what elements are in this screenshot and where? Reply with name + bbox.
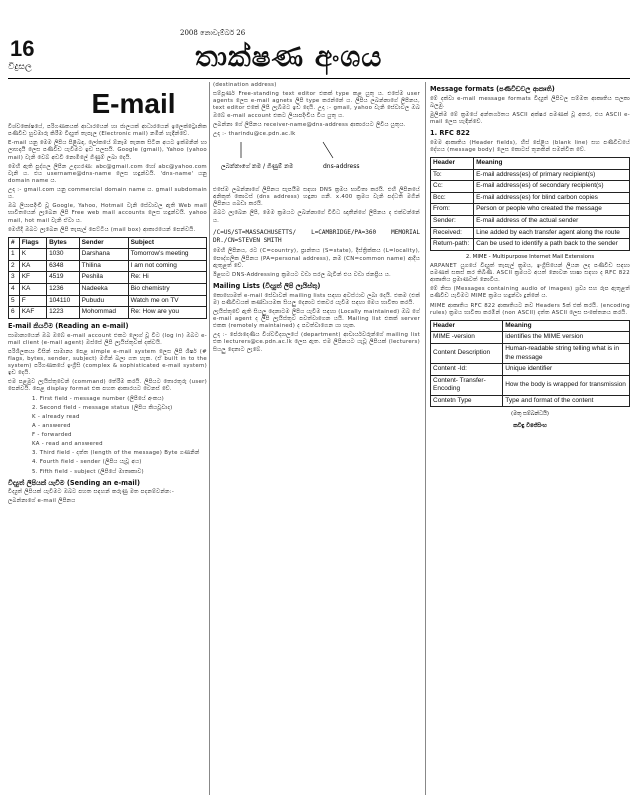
continued-note: (මතු සම්බන්ධයි) xyxy=(510,411,550,418)
table-cell: Watch me on TV xyxy=(128,295,206,307)
rfc-paragraphs xyxy=(430,140,630,154)
paragraph: සාමාන්‍යයෙන් ඔබ ඔබේ e-mail account එකට ලොග් වූ විට (log in) ඔබට e-mail client (e-mail agent) ඔස්සේ ලිපි ලැයිස්තුවක් දක්වයි. xyxy=(8,332,207,346)
field-list xyxy=(8,396,207,476)
header-table xyxy=(430,157,630,251)
paragraph: මෙහි ලිපිනය, රට (C=country), ප්‍රාන්තය (S=state), දිස්ත්‍රික්කය (L=locality), පෞද්ගලික ලිපිනය (PA=personal address), නම (CN=common name) ආදිය ඇතුළත් වේ. xyxy=(213,248,420,269)
table-body xyxy=(431,169,630,250)
table-cell: 4519 xyxy=(47,272,80,284)
table-header-row xyxy=(9,237,207,249)
paragraph: විශ්වකෝෂයේ, පරිගණකයක් ආධාරයෙන් හා ජාලයක් ආධාරයෙන් ඉලෙක්ට්‍රොනික පණිවිඩ හුවමාරු කිරීම විද්‍යුත් තැපෑල (Electronic mail) නමින් හැඳින්වේ. xyxy=(8,124,207,138)
paragraph: 4. Fourth field - sender (ලිපිය යැවූ අය) xyxy=(32,459,142,466)
table-row xyxy=(431,181,630,193)
table-cell: Pubudu xyxy=(79,295,128,307)
paragraph: (destination address) xyxy=(213,82,277,88)
paragraph: මෙහි ඇති පුද්ගල ලිපින උදාහරණ: abc@gmail.com හෝ abc@yahoo.com වැනි ය. එය username@dns-name ලෙස හඳුන්වයි. 'dns-name' යනු domain name ය. xyxy=(8,163,207,184)
paragraph: ලබන්නාගේ e-mail ලිපිනය xyxy=(8,498,76,505)
column-header: Bytes xyxy=(47,237,80,249)
column-header: Header xyxy=(431,320,503,332)
column-header: Subject xyxy=(128,237,206,249)
table-row xyxy=(9,295,207,307)
section-name: විදුසල xyxy=(8,62,32,72)
table-cell: Sender: xyxy=(431,216,474,228)
masthead: තාක්ෂණ අංශය xyxy=(195,40,383,73)
diagram-arrow-right xyxy=(323,142,333,158)
table-row xyxy=(431,239,630,251)
mime-table xyxy=(430,320,630,408)
table-cell: Bcc: xyxy=(431,192,474,204)
reading-heading: E-mail කියවීම (Reading an e-mail) xyxy=(8,321,129,330)
table-cell: Unique identifier xyxy=(503,364,630,376)
mime-intro: 2. MIME - Multipurpose Internet Mail Extensions xyxy=(465,253,595,260)
table-cell: Tomorrow's meeting xyxy=(128,249,206,261)
table-cell: Darshana xyxy=(79,249,128,261)
table-cell: Content Description xyxy=(431,343,503,363)
column-divider xyxy=(209,82,210,795)
table-body xyxy=(431,332,630,407)
table-cell: E-mail address(es) of secondary recipient(s) xyxy=(474,181,630,193)
paragraph: ඔබට ලැබෙන ලිපි, මෙම ක්‍රමයට ලබන්නාගේ විවිධ ඥාතීන්ගේ ලිපිනය ද එක්වන්නේ ය. xyxy=(213,210,420,224)
table-cell: How the body is wrapped for transmission xyxy=(503,375,630,395)
table-row xyxy=(431,216,630,228)
table-cell: Type and format of the content xyxy=(503,395,630,407)
table-cell: 3 xyxy=(9,272,20,284)
table-cell: Return-path: xyxy=(431,239,474,251)
page-header xyxy=(0,0,638,72)
table-cell: 6348 xyxy=(47,260,80,272)
table-header-row xyxy=(431,158,630,170)
issue-date: 2008 නොවැම්බර් 26 xyxy=(180,29,246,37)
paragraph: A - answered xyxy=(32,422,71,429)
table-cell: Peshila xyxy=(79,272,128,284)
mime-paragraphs xyxy=(430,263,630,317)
paragraph: KA - read and answered xyxy=(32,441,103,448)
paragraph: 1. First field - message number (ලිපියේ අංකය) xyxy=(32,395,165,402)
table-cell: Cc: xyxy=(431,181,474,193)
x400-address: /C=US/ST=MASSACHUSETTS/ L=CAMBRIDGE/PA=360 MEMORIAL DR./CN=STEVEN SMITH xyxy=(213,228,420,244)
table-row xyxy=(431,332,630,344)
column-1 xyxy=(8,82,207,795)
formats-paragraphs xyxy=(430,96,630,127)
paragraph: කොහොමත් e-mail සේවාවන් mailing lists සඳහා අවස්ථාව ලබා දෙයි. එකම (එක් ම) පණිවිඩයක් කණ්ඩායමක සියලු දෙනාට එකවර යැවීම සඳහා මෙය භාවිතා කරයි. xyxy=(213,292,420,306)
table-cell: Content- Transfer-Encoding xyxy=(431,375,503,395)
header-rule xyxy=(8,78,630,79)
column-divider xyxy=(425,82,426,795)
paragraph: මේ දක්වා e-mail message formats විද්‍යුත් ලිපිවල සම්මත ආකෘතිය සලකා බලමු. xyxy=(430,95,630,109)
column-header: Meaning xyxy=(503,320,630,332)
table-cell: To: xyxy=(431,169,474,181)
table-cell: Content -Id: xyxy=(431,364,503,376)
paragraph: ලැයිස්තුවේ ඇති සියලු දෙනාටම ලිපිය යැවීම සඳහා (Locally maintained) ඔබ ගේ e-mail agent ද ලිපි ලැයිස්තුව පවත්වාගෙන යයි. Mailing list එකක් server එකක (remotely maintained) ද පවත්වාගෙන යා හැක. xyxy=(213,308,420,330)
diagram-label-left: ලබන්නාගේ නම / ගිණුම් නම xyxy=(221,162,294,170)
table-row xyxy=(431,169,630,181)
paragraph: පරිශීලකයා විසින් සාමාන්‍ය පෙළ simple e-mail system ලෙස ලිපි ශීර්ෂ (# flags, bytes, sender, subject) මගින් බලා ගත හැක. (ඒ built in to the system) පරිගණකයේ ඉංග්‍රීසි (complex & sophisticated e-mail system) ඉඩ දෙයි. xyxy=(8,348,207,377)
paragraph: 3. Third field - දත්ත (length of the message) Byte ගණනින් xyxy=(32,450,200,457)
reading-paragraphs xyxy=(8,333,207,394)
paragraph: සම්පූර්ණ Free-standing text editor එකක් type කළ යුතු ය. එසේම user agents ලෙස e-mail agnets ලිපි type කරන්නේ ය. ලිපිය ලබන්නාගේ ලිපිනය, text editor එකේ ලිපි ලැබීමට ඉඩ දෙයි. උදා :- gmail, yahoo වැනි සේවාවල ඔබ ඔබේ e-mail account එකට ලියාපදිංචිය විය යුතු ය. xyxy=(213,91,420,119)
paragraph: ඔබ ලියාපදිංචි වූ Google, Yahoo, Hotmail වැනි සේවාවල ඇති Web mail භාවිතයෙන් ලැබෙන ලිපි Free web mail accounts ලෙස හඳුන්වයි. yahoo mail, hot mail වැනි ඒවා ය. xyxy=(8,203,207,224)
paragraph: උදා :- gmail.com යනු commercial domain name ය. gmail subdomain ය. xyxy=(8,187,207,201)
address-diagram xyxy=(213,140,420,184)
mailing-paragraphs xyxy=(213,293,420,354)
table-row xyxy=(9,307,207,319)
table-row xyxy=(431,204,630,216)
table-row xyxy=(431,192,630,204)
paragraph: උදා :- පේරාදෙණිය විශ්වවිද්‍යාලයේ (department) ආචාර්යවරුන්ගේ mailing list එක lecturers@ce.pdn.ac.lk ලෙස ඇත. එම ලිපිනයට යැවූ ලිපියක් (lecturers) සියලු දෙනාට ලැබේ. xyxy=(213,332,420,353)
column-header: Sender xyxy=(79,237,128,249)
table-cell: I am not coming xyxy=(128,260,206,272)
article-title: E-mail xyxy=(91,88,176,119)
column-header: # xyxy=(9,237,20,249)
table-cell: 1236 xyxy=(47,284,80,296)
column-header: Header xyxy=(431,158,474,170)
paragraph: ඊළඟට DNS-Addressing ක්‍රමයට වඩා සරල බැවින් එය වඩා ජනප්‍රිය ය. xyxy=(213,271,392,278)
table-cell: 2 xyxy=(9,260,20,272)
column-header: Flags xyxy=(19,237,46,249)
column-3 xyxy=(430,82,630,795)
table-cell: Nadeeka xyxy=(79,284,128,296)
table-cell: E-mail address(es) of primary recipient(s) xyxy=(474,169,630,181)
sending-heading: විද්‍යුත් ලිපියක් යැවීම (Sending an e-mail) xyxy=(8,478,140,487)
table-cell: KAF xyxy=(19,307,46,319)
table-cell: 1030 xyxy=(47,249,80,261)
page-number: 16 xyxy=(10,36,35,61)
paragraph: මෙම ආකෘතිය (Header fields), හිස් පේළිය (blank line) සහ පණිවිඩයේ දේහය (message body) ලෙස කොටස් තුනකින් සමන්විත වේ. xyxy=(430,139,630,154)
table-row xyxy=(431,395,630,407)
paragraph: මේ නිසා (Messages containing audio of images) ශ්‍රව්‍ය සහ රූප ඇතුළත් පණිවිඩ යැවීමට MIME ක්‍රමය හඳුන්වා දුන්නේ ය. xyxy=(430,286,630,300)
paragraph: F - forwarded xyxy=(32,432,72,438)
column-2 xyxy=(213,82,420,795)
table-row xyxy=(431,375,630,395)
table-cell: 104110 xyxy=(47,295,80,307)
paragraph: එම පළමුව ලැයිස්තුවෙන් (command) තේරීම කරයි. ලිපියට තොරතුරු (user) පෙන්වයි. පෙළ display format එක පහත ආකාරයට වෙනස් වේ. xyxy=(8,379,207,393)
table-cell: MIME -version xyxy=(431,332,503,344)
table-cell: 6 xyxy=(9,307,20,319)
table-row xyxy=(9,249,207,261)
table-cell: KA xyxy=(19,284,46,296)
table-row xyxy=(9,284,207,296)
table-cell: E-mail address(es) for blind carbon copies xyxy=(474,192,630,204)
mailing-heading: Mailing Lists (විද්‍යුත් ලිපි ලැයිස්තු) xyxy=(213,281,321,290)
table-cell: Bio chemistry xyxy=(128,284,206,296)
table-row xyxy=(431,343,630,363)
table-cell: Person or people who created the message xyxy=(474,204,630,216)
paragraph: විද්‍යුත් ලිපියක් යැවීමට ඔබට පහත සඳහන් කරුණු මත පදනම්වන්න:- xyxy=(8,489,175,496)
intro-paragraphs xyxy=(8,124,207,234)
table-header-row xyxy=(431,320,630,332)
table-cell: 5 xyxy=(9,295,20,307)
sending-paragraphs xyxy=(8,489,207,505)
table-cell: Can be used to identify a path back to the sender xyxy=(474,239,630,251)
paragraph: 2. Second field - message status (ලිපිය කියවූවාද) xyxy=(32,404,173,411)
paragraph: K - already read xyxy=(32,413,80,420)
table-cell: Thilina xyxy=(79,260,128,272)
paragraph: 5. Fifth field - subject (ලිපියේ මාතෘකාව) xyxy=(32,468,144,475)
table-cell: Mohommad xyxy=(79,307,128,319)
paragraph: ලබන්නා ගේ ලිපිනය receiver-name@dns-address ආකාරයට ලිවිය යුතුය. xyxy=(213,121,406,128)
table-cell: 1223 xyxy=(47,307,80,319)
mailbox-table xyxy=(8,237,207,319)
table-cell: F xyxy=(19,295,46,307)
paragraph: ARPANET යුගයේ විද්‍යුත් තැපැල් ක්‍රමය, ඉංග්‍රීසියෙන් ලියන ලද පණිවිඩ සඳහා පමණක් සකස් කර තිබිණි. ASCII ක්‍රමයට අයත් නොවන භාෂා සඳහා ද RFC 822 ආකෘතිය ප්‍රමාණවත් නොවිය. xyxy=(430,262,630,284)
table-cell: Human-readable string telling what is in the message xyxy=(503,343,630,363)
table-row xyxy=(9,260,207,272)
table-cell: identifies the MIME version xyxy=(503,332,630,344)
table-cell: 4 xyxy=(9,284,20,296)
formats-heading: Message formats (පණිවිඩවල ආකෘති) xyxy=(430,85,555,93)
author-name: කවිඳු විජේසිංහ xyxy=(513,422,547,429)
table-body xyxy=(9,249,207,318)
rfc-heading: 1. RFC 822 xyxy=(430,129,470,138)
table-row xyxy=(431,227,630,239)
paragraph: මුලින්ම මේ ක්‍රමයේ අන්තර්ගතය ASCII අක්ෂර පමණක් වූ අතර, එය ASCII e-mail ලෙස හැඳින්වේ. xyxy=(430,111,630,126)
dns-paragraphs xyxy=(213,187,420,225)
paragraph: E-mail යනු මෙම ලිපිය පිළිබඳ, ලෝකයේ ඕනෑම තැනක සිටින අයට ඉක්මනින් හා ලාභදායී ලෙස පණිවිඩ යැවීමට ඉඩ සලසයි. Google (gmail), Yahoo (yahoo mail) වැනි වෙබ් අඩවි නොමිලේ ගිණුම් ලබා දෙයි. xyxy=(8,140,207,161)
table-cell: Received: xyxy=(431,227,474,239)
diagram-label-right: dns-address xyxy=(323,162,360,170)
table-row xyxy=(431,364,630,376)
table-cell: Re: Hi xyxy=(128,272,206,284)
paragraph: මෙහිදී ඔබට ලැබෙන ලිපි තැපැල් පෙට්ටිය (mail box) ආකාරයෙන් පෙන්වයි. xyxy=(8,226,196,233)
paragraph: MIME ආකෘතිය RFC 822 ආකෘතියට නව Headers 5ක් එක් කරයි. (encoding rules) ක්‍රමය භාවිතා කරමින් (non ASCII) දත්ත ASCII ලෙස සංකේතනය කරයි. xyxy=(430,302,630,316)
address-explanation xyxy=(213,248,420,279)
table-cell: Contetn Type xyxy=(431,395,503,407)
table-cell: K xyxy=(19,249,46,261)
table-cell: KA xyxy=(19,260,46,272)
address-paragraphs xyxy=(213,82,420,138)
column-header: Meaning xyxy=(474,158,630,170)
paragraph: එසේම ලබන්නාගේ ලිපිනය සැපයීම සඳහා DNS ක්‍රමය භාවිතා කරයි. එහි ලිපිනයේ අනිකුත් කොටස් (dns address) හඳුනා ගනී. x.400 ක්‍රමය වැනි පද්ධති මගින් ලිපිනය ගබඩා කරයි. xyxy=(213,187,420,208)
table-cell: Line added by each transfer agent along the route xyxy=(474,227,630,239)
paragraph: උදා :- tharindu@ce.pdn.ac.lk xyxy=(213,130,296,137)
table-cell: From: xyxy=(431,204,474,216)
table-cell: Re: How are you xyxy=(128,307,206,319)
table-cell: KF xyxy=(19,272,46,284)
table-cell: 1 xyxy=(9,249,20,261)
table-row xyxy=(9,272,207,284)
table-cell: E-mail address of the actual sender xyxy=(474,216,630,228)
